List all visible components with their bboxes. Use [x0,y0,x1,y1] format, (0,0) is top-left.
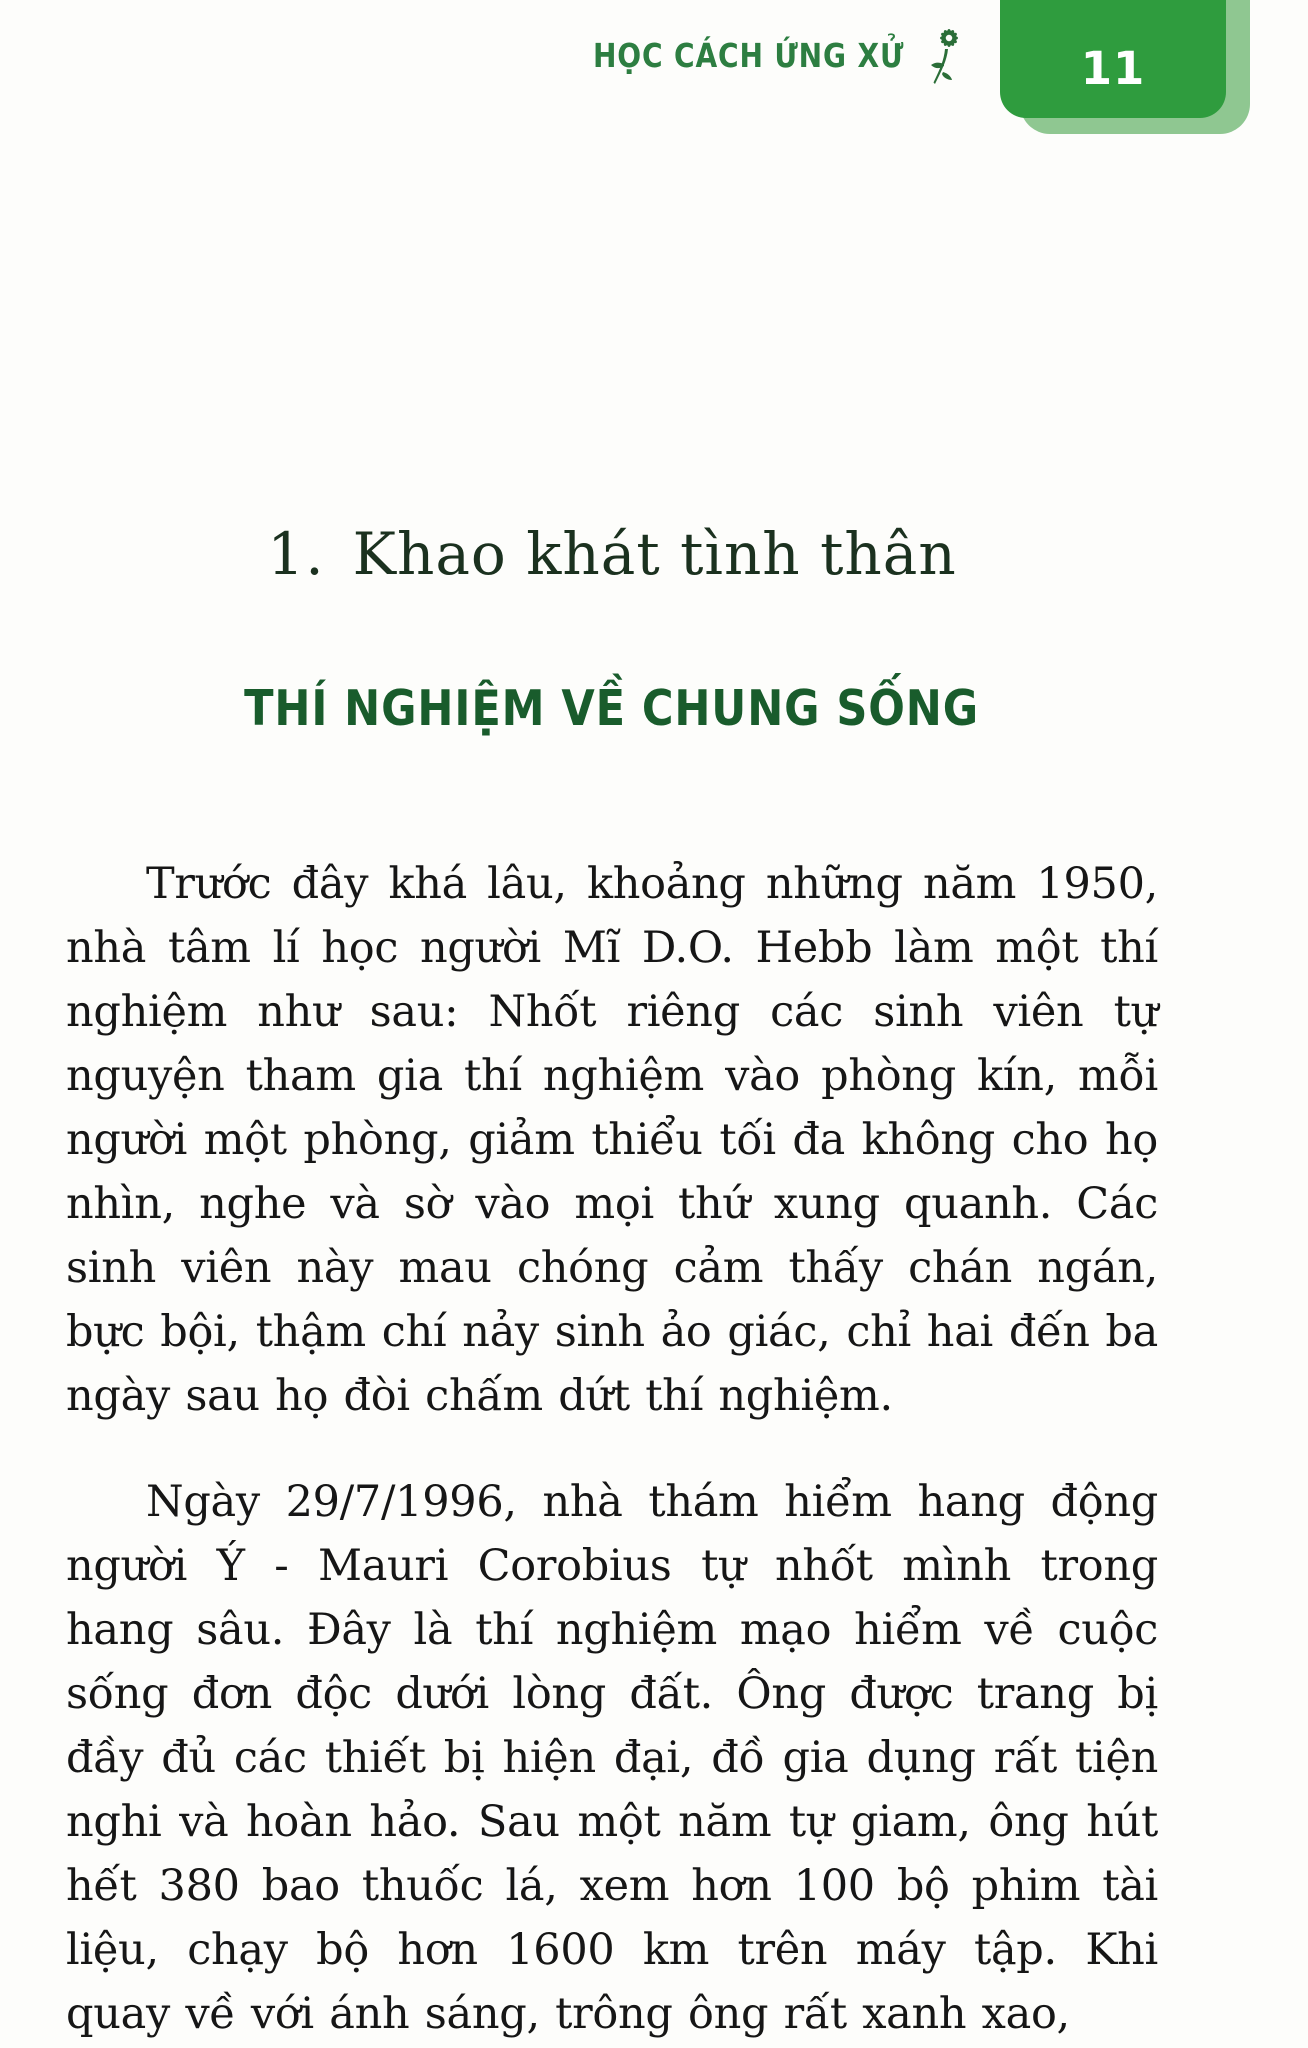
running-title: HỌC CÁCH ỨNG XỬ [592,36,904,75]
page-number-box [1000,0,1250,134]
page-number: 11 [1080,41,1146,95]
paragraph: Ngày 29/7/1996, nhà thám hiểm hang động người Ý - Mauri Corobius tự nhốt mình trong hang sâu. Đây là thí nghiệm mạo hiểm về cuộc sống đơn độc dưới lòng đất. Ông được trang bị đầy đủ các thiết bị hiện đại, đồ gia dụng rất tiện nghi và hoàn hảo. Sau một năm tự giam, ông hút hết 380 bao thuốc lá, xem hơn 100 bộ phim tài liệu, chạy bộ hơn 1600 km trên máy tập. Khi quay về với ánh sáng, trông ông rất xanh xao, [66,1477,1158,2039]
page-number-box-main [1000,0,1226,118]
chapter-title-text: Khao khát tình thân [352,520,957,588]
paragraph: Trước đây khá lâu, khoảng những năm 1950, nhà tâm lí học người Mĩ D.O. Hebb làm một thí nghiệm như sau: Nhốt riêng các sinh viên tự nguyện tham gia thí nghiệm vào phòng kín, mỗi người một phòng, giảm thiểu tối đa không cho họ nhìn, nghe và sờ vào mọi thứ xung quanh. Các sinh viên này mau chóng cảm thấy chán ngán, bực bội, thậm chí nảy sinh ảo giác, chỉ hai đến ba ngày sau họ đòi chấm dứt thí nghiệm. [66,859,1158,1421]
section-heading-text: THÍ NGHIỆM VỀ CHUNG SỐNG [244,680,980,737]
body-text [66,852,1158,2048]
chapter-title [66,520,1158,588]
flower-icon [928,24,966,90]
section-heading [66,680,1158,737]
chapter-number: 1. [267,520,325,588]
page-header [538,24,966,90]
